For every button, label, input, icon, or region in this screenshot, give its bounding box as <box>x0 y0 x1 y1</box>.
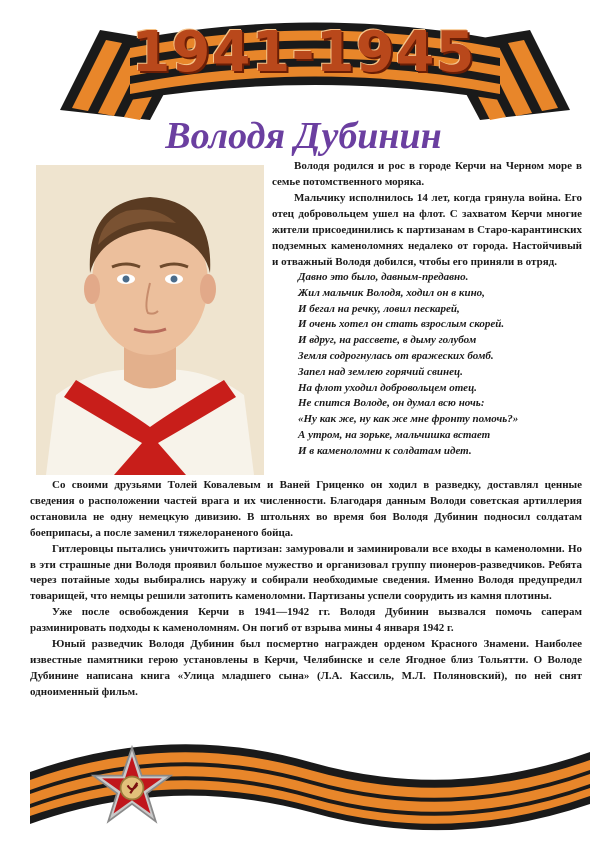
poem-line: Не спится Володе, он думал всю ночь: <box>298 397 485 410</box>
order-medal-icon <box>88 744 176 832</box>
body-text <box>30 478 582 701</box>
poem-line: И очень хотел он стать взрослым скорей. <box>298 318 505 331</box>
poem-line: Земля содрогнулась от вражеских бомб. <box>298 349 494 362</box>
page-title: Володя Дубинин <box>165 115 442 157</box>
pioneer-portrait <box>36 165 264 475</box>
intro-text <box>272 158 582 460</box>
poem-line: И бегал на речку, ловил пескарей, <box>298 302 460 315</box>
poem-line: И вдруг, на рассвете, в дыму голубом <box>298 334 477 347</box>
intro-paragraph: Володя родился и рос в городе Керчи на Черном море в семье потомственного моряка. <box>272 160 582 188</box>
body-paragraph: Гитлеровцы пытались уничтожить партизан: замуровали и заминировали все входы в каменоломни. Но в эти страшные дни Володя проявил большое мужество и организовал группу пионеров-разведчиков. Ребята через потайные ходы выбирались наружу и собирали необходимые сведения. Именно Володя предупредил товарищей, что немцы решили затопить каменоломни. Партизаны успели соорудить из камня плотины. <box>30 542 582 603</box>
body-paragraph: Уже после освобождения Керчи в 1941—1942 гг. Володя Дубинин вызвался помочь саперам разминировать подходы к каменоломням. Он погиб от взрыва мины 4 января 1942 г. <box>30 606 582 635</box>
poem-line: Давно это было, давным-предавно. <box>298 271 469 283</box>
body-paragraph: Со своими друзьями Толей Ковалевым и Ваней Гриценко он ходил в разведку, доставлял ценные сведения о расположении частей врага и их численности. Благодаря данным Володи советская артиллерия остановила не одну немецкую дивизию. В штольнях во время боя Володя Дубинин подносил солдатам боеприпасы, а после заменил тяжелораненого бойца. <box>30 479 582 539</box>
poem-line: На флот уходил добровольцем отец. <box>298 381 477 394</box>
poem-line: «Ну как же, ну как же мне фронту помочь?» <box>298 413 519 426</box>
poem-line: А утром, на зорьке, мальчишка встает <box>298 428 491 441</box>
body-paragraph: Юный разведчик Володя Дубинин был посмертно награжден орденом Красного Знамени. Наиболее известные памятники герою установлены в Керчи, Челябинске и селе Ягодное близ Тольятти. О Володе Дубинине написана книга «Улица младшего сына» (Л.А. Кассиль, М.Л. Поляновский), по ней снят одноименный фильм. <box>30 638 582 698</box>
intro-paragraph: Мальчику исполнилось 14 лет, когда грянула война. Его отец добровольцем ушел на флот. С захватом Керчи многие жители присоединились к партизанам в Старо-карантинских подземных каменоломнях недалеко от города. Настойчивый и отважный Володя добился, чтобы его приняли в отряд. <box>272 192 582 268</box>
poem-line: Жил мальчик Володя, ходил он в кино, <box>298 286 485 299</box>
poem-line: И в каменоломни к солдатам идет. <box>298 444 472 457</box>
poem <box>272 270 582 460</box>
poem-line: Запел над землею горячий свинец. <box>298 365 463 378</box>
years-title: 1941-1945 <box>131 20 476 85</box>
